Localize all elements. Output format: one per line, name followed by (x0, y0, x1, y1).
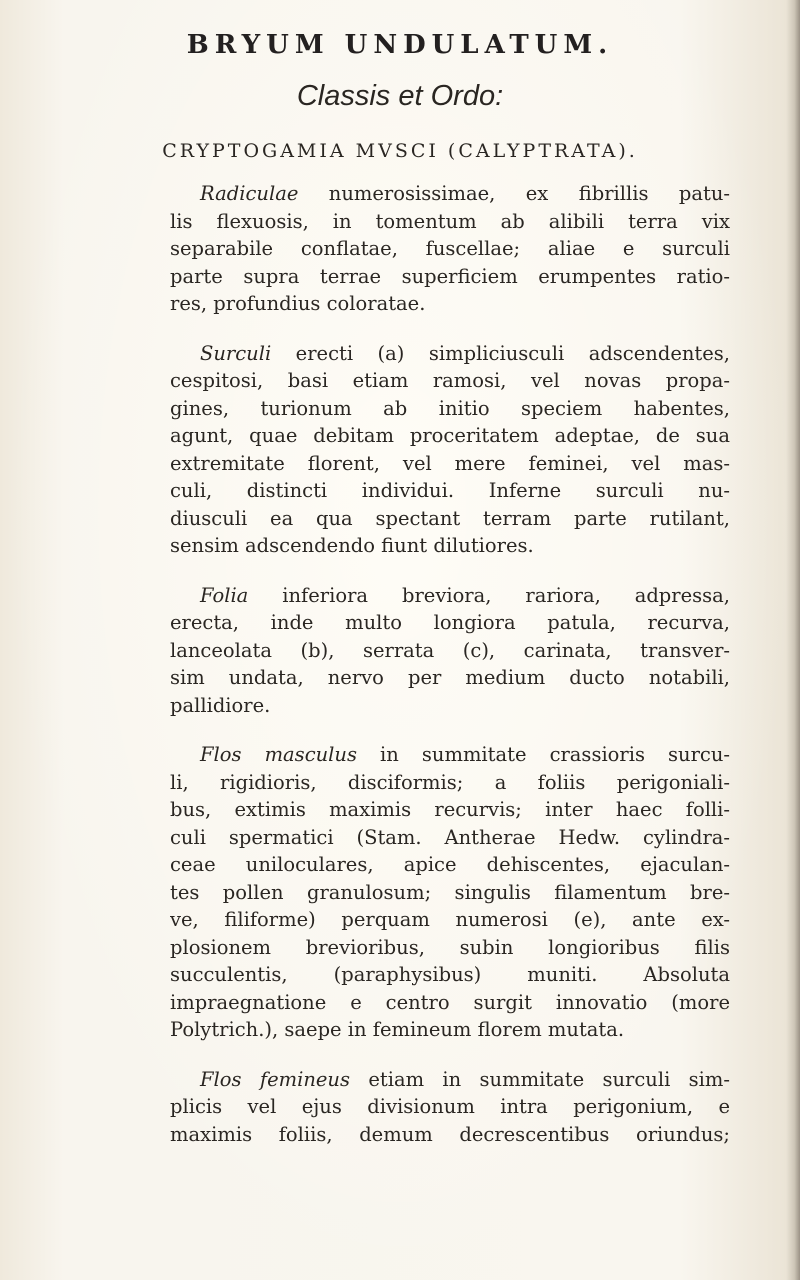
text-line: pallidiore. (170, 693, 271, 717)
term-surculi: Surculi (200, 341, 272, 365)
text-line (170, 180, 730, 208)
text-line: diusculi ea qua spectant terram parte rutilant, (170, 506, 730, 530)
term-flos-femineus: Flos femineus (200, 1067, 350, 1091)
text-line: agunt, quae debitam proceritatem adeptae, de sua (170, 424, 730, 447)
text-line: tes pollen granulosum; singulis filamentum bre- (170, 880, 730, 904)
text-line (170, 582, 730, 610)
text-line (170, 741, 730, 769)
text-line (170, 340, 730, 368)
text-line: Polytrich.), saepe in femineum florem mutata. (170, 1018, 625, 1041)
paragraph-surculi (170, 340, 730, 560)
text-line (170, 1066, 730, 1094)
text-line: extremitate florent, vel mere feminei, vel mas- (170, 451, 730, 475)
line-text: etiam in summitate surculi sim- (350, 1067, 730, 1091)
text-line: plicis vel ejus divisionum intra perigonium, e (170, 1095, 730, 1118)
page-edge-shadow (786, 0, 800, 1280)
text-line: res, profundius coloratae. (170, 292, 426, 315)
subtitle: Classis et Ordo: (296, 80, 504, 112)
text-line: plosionem brevioribus, subin longioribus filis (170, 935, 730, 959)
text-line: ceae uniloculares, apice dehiscentes, ejaculan- (170, 853, 730, 876)
term-flos-masculus: Flos masculus (200, 743, 357, 766)
text-line: maximis foliis, demum decrescentibus oriundus; (170, 1122, 730, 1146)
text-line: parte supra terrae superficiem erumpentes ratio- (170, 264, 730, 288)
classification-label: CRYPTOGAMIA MVSCI (CALYPTRATA). (162, 140, 638, 162)
text-line: lis flexuosis, in tomentum ab alibili terra vix (170, 209, 730, 233)
text-line: culi, distincti individui. Inferne surculi nu- (170, 479, 730, 502)
running-title: BRYUM UNDULATUM. (186, 30, 614, 60)
term-radiculae: Radiculae (200, 182, 299, 205)
text-line: sim undata, nervo per medium ducto notabili, (170, 666, 730, 689)
text-line: cespitosi, basi etiam ramosi, vel novas propa- (170, 369, 730, 392)
paragraph-folia (170, 582, 730, 720)
text-line: erecta, inde multo longiora patula, recurva, (170, 611, 730, 634)
text-line: sensim adscendendo fiunt dilutiores. (170, 534, 534, 557)
paragraph-radiculae (170, 180, 730, 318)
text-line: separabile conflatae, fuscellae; aliae e surculi (170, 237, 730, 260)
line-text: in summitate crassioris surcu- (356, 743, 730, 766)
paragraph-flos-masculus (170, 741, 730, 1044)
line-text: erecti (a) simpliciusculi adscendentes, (271, 341, 730, 365)
text-line: bus, extimis maximis recurvis; inter haec folli- (170, 798, 730, 821)
term-folia: Folia (200, 583, 249, 607)
text-line: li, rigidioris, disciformis; a foliis perigoniali- (170, 770, 730, 794)
line-text: numerosissimae, ex fibrillis patu- (298, 182, 730, 205)
text-line: lanceolata (b), serrata (c), carinata, transver- (170, 638, 730, 662)
body-text (170, 180, 730, 1170)
text-line: ve, filiforme) perquam numerosi (e), ante ex- (170, 908, 730, 931)
line-text: inferiora breviora, rariora, adpressa, (248, 583, 730, 607)
text-line: impraegnatione e centro surgit innovatio (more (170, 990, 730, 1014)
paragraph-flos-femineus (170, 1066, 730, 1149)
text-line: culi spermatici (Stam. Antherae Hedw. cylindra- (170, 825, 730, 849)
text-line: succulentis, (paraphysibus) muniti. Absoluta (170, 963, 730, 986)
text-line: gines, turionum ab initio speciem habentes, (170, 396, 730, 420)
